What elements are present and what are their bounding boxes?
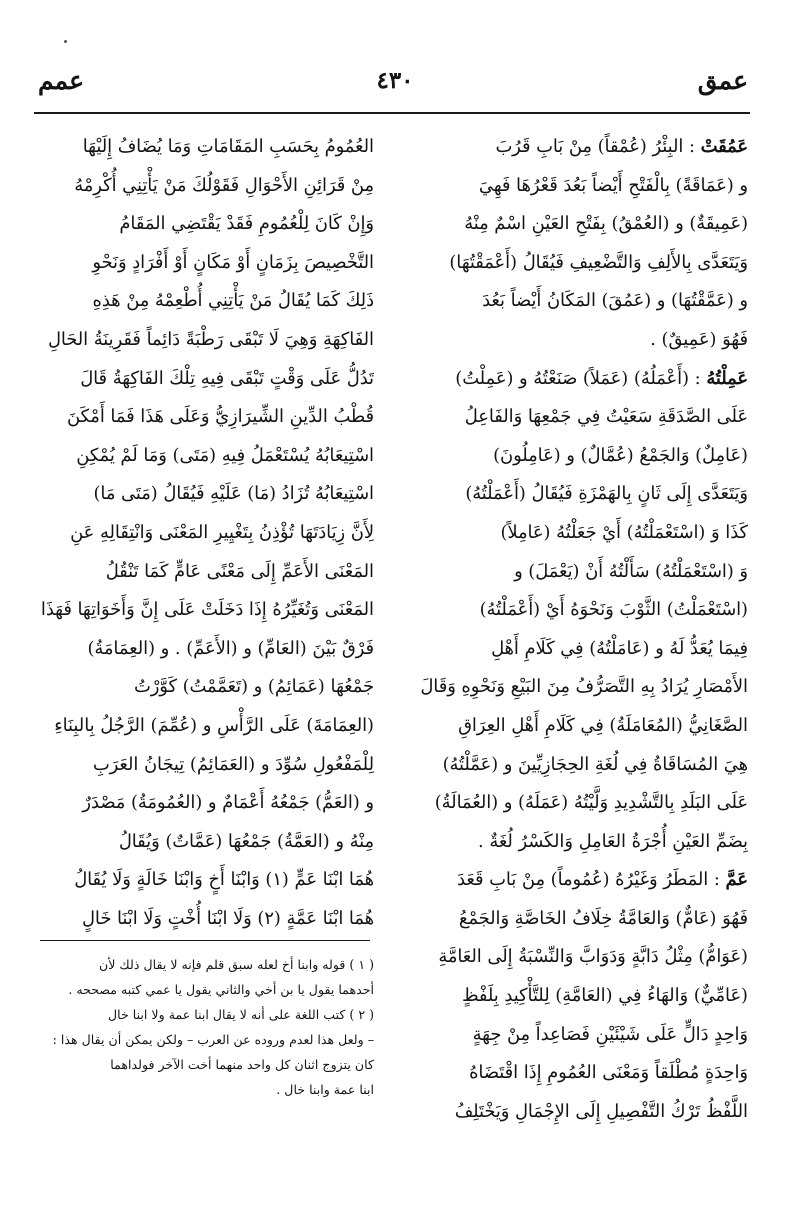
line-text: فَهُوَ (عَمِيقٌ) . bbox=[650, 328, 748, 350]
line-text: فِيمَا يُعَدُّ لَهُ و (عَامَلْتُهُ) فِي كَلَامِ أَهْلِ bbox=[491, 637, 748, 659]
text-line bbox=[404, 784, 748, 823]
text-line bbox=[404, 707, 748, 746]
text-line: اسْتِيعَابُهُ يُسْتَعْمَلُ فِيهِ (مَتَى) وَمَا لَمْ يُمْكِنِ bbox=[76, 444, 374, 466]
line-text: كَذَا وَ (اسْتَعْمَلْتُهُ) أَيْ جَعَلْتُهُ (عَامِلاً) bbox=[500, 521, 748, 543]
text-line bbox=[404, 591, 748, 630]
text-line bbox=[404, 1054, 748, 1093]
line-text: بِضَمِّ العَيْنِ أُجْرَةُ العَامِلِ وَالكَسْرُ لُغَةٌ . bbox=[478, 830, 748, 852]
line-text: (عَمِيقَةٌ) و (العُمْقُ) بِفَتْحِ العَيْنِ اسْمٌ مِنْهُ bbox=[464, 213, 748, 235]
text-line bbox=[404, 823, 748, 862]
line-text: عَلَى الصَّدَقَةِ سَعَيْتُ فِي جَمْعِهَا وَالفَاعِلُ bbox=[464, 406, 748, 428]
text-line: المَعْنَى الأَعَمِّ إِلَى مَعْنًى عَامٍّ كَمَا تَنْقُلُ bbox=[105, 560, 374, 582]
text-line bbox=[404, 900, 748, 939]
text-line: وَإِنْ كَانَ لِلْعُمُومِ فَقَدْ يَقْتَضِي المَقَامُ bbox=[119, 213, 374, 235]
line-text: الأَمْصَارِ يُرَادُ بِهِ التَّصَرُّفُ مِنَ البَيْعِ وَنَحْوِهِ وَقَالَ bbox=[420, 676, 748, 698]
text-line: و (العَمُّ) جَمْعُهُ أَعْمَامٌ و (العُمُومَةُ) مَصْدَرٌ bbox=[82, 792, 374, 814]
line-text: وَيَتَعَدَّى بِالأَلِفِ وَالتَّضْعِيفِ فَيُقَالُ (أَعْمَقْتُهَا) bbox=[449, 251, 748, 273]
line-text: وَ (اسْتَعْمَلْتُهُ) سَأَلْتُهُ أَنْ (يَعْمَلَ) و bbox=[514, 560, 748, 582]
text-line bbox=[404, 128, 748, 167]
text-line bbox=[404, 244, 748, 283]
text-line: تَدُلُّ عَلَى وَقْتٍ تَبْقَى فِيهِ تِلْكَ الفَاكِهَةُ قَالَ bbox=[80, 367, 374, 389]
left-text-column bbox=[36, 128, 374, 938]
text-line bbox=[404, 282, 748, 321]
line-text: وَاحِدٍ دَالٍّ عَلَى شَيْئَيْنِ فَصَاعِداً مِنْ جِهَةٍ bbox=[472, 1023, 748, 1045]
footnote-line: ( ١ ) قوله وابنا أخ لعله سبق قلم فإنه لا يقال ذلك لأن bbox=[98, 957, 374, 972]
text-line: (العِمَامَةَ) عَلَى الرَّأْسِ و (عُمِّمَ) الرَّجُلُ بِالبِنَاءِ bbox=[54, 714, 374, 736]
text-line: لِلْمَفْعُولِ سُوِّدَ و (العَمَائِمُ) تِيجَانُ العَرَبِ bbox=[92, 753, 374, 775]
footnote-line: – ولعل هذا لعدم وروده عن العرب – ولكن يمكن أن يقال هذا : bbox=[52, 1032, 374, 1047]
headword: عَمُقَتْ bbox=[700, 136, 748, 157]
text-line bbox=[404, 861, 748, 900]
text-line bbox=[404, 437, 748, 476]
text-line bbox=[404, 668, 748, 707]
text-line: فَرْقٌ بَيْنَ (العَامِّ) و (الأَعَمِّ) . و (العِمَامَةُ) bbox=[87, 637, 374, 659]
text-line: ذَلِكَ كَمَا يُقَالُ مَنْ يَأْتِنِي أُطْعِمْهُ مِنْ هَذِهِ bbox=[92, 290, 374, 312]
line-text: وَاحِدَةٍ مُطْلَقاً وَمَعْنَى العُمُومِ إِذَا اقْتَضَاهُ bbox=[469, 1062, 748, 1084]
headword: عَمِلْتُهُ bbox=[706, 367, 748, 389]
line-text: وَيَتَعَدَّى إِلَى ثَانٍ بِالهَمْزَةِ فَيُقَالُ (أَعْمَلْتُهُ) bbox=[465, 483, 748, 505]
line-text: الصَّغَانِيُّ (المُعَامَلَةُ) فِي كَلَامِ أَهْلِ العِرَاقِ bbox=[458, 714, 748, 736]
text-line: العُمُومُ بِحَسَبِ المَقَامَاتِ وَمَا يُضَافُ إِلَيْهَا bbox=[82, 136, 374, 157]
text-line: المَعْنَى وَتُغَيِّرُهُ إِذَا دَخَلَتْ عَلَى إِنَّ وَأَخَوَاتِهَا فَهَذَا bbox=[40, 599, 374, 621]
line-text: (عَامِلٌ) وَالجَمْعُ (عُمَّالٌ) و (عَامِلُونَ) bbox=[493, 444, 748, 466]
header-rule bbox=[34, 112, 750, 114]
running-head-left: عمم bbox=[38, 66, 85, 95]
line-text: (عَوَامُّ) مِثْلُ دَابَّةٍ وَدَوَابَّ وَالنِّسْبَةُ إِلَى العَامَّةِ bbox=[438, 946, 748, 968]
text-line bbox=[404, 475, 748, 514]
line-text: : المَطَرُ وَغَيْرُهُ (عُمُوماً) مِنْ بَابِ قَعَدَ bbox=[457, 869, 720, 891]
footnotes bbox=[36, 952, 374, 1102]
text-line: الفَاكِهَةِ وَهِيَ لَا تَبْقَى رَطْبَةً دَائِماً فَقَرِينَةُ الحَالِ bbox=[47, 328, 374, 350]
line-text: هِيَ المُسَاقَاةُ فِي لُغَةِ الحِجَازِيِّينَ و (عَمَّلْتُهُ) bbox=[442, 753, 748, 775]
line-text: : (أَعْمَلُهُ) (عَمَلاً) صَنَعْتُهُ و (عَمِلْتُ) bbox=[455, 367, 701, 389]
text-line bbox=[404, 321, 748, 360]
text-line: مِنْهُ و (العَمَّةُ) جَمْعُهَا (عَمَّاتٌ) وَيُقَالُ bbox=[118, 830, 374, 852]
print-speck bbox=[64, 40, 67, 43]
line-text: (عَامِّيٌّ) وَالهَاءُ فِي (العَامَّةِ) لِلتَّأْكِيدِ بِلَفْظٍ bbox=[462, 985, 748, 1007]
text-line: اسْتِيعَابُهُ تُزَادُ (مَا) عَلَيْهِ فَيُقَالُ (مَتَى مَا) bbox=[93, 483, 374, 505]
text-line: هُمَا ابْنَا عَمٍّ (١) وَابْنَا أَخٍ وَابْنَا خَالَةٍ وَلَا يُقَالُ bbox=[74, 869, 374, 891]
line-text: عَلَى البَلَدِ بِالتَّشْدِيدِ وَلَّيْتُهُ (عَمَلَهُ) و (العُمَالَةُ) bbox=[434, 792, 748, 814]
headword: عَمَّ bbox=[725, 869, 748, 891]
text-line bbox=[404, 398, 748, 437]
text-line: قُطْبُ الدِّينِ الشِّيرَازِيُّ وَعَلَى هَذَا فَمَا أَمْكَنَ bbox=[66, 406, 374, 428]
text-line: جَمْعُهَا (عَمَائِمُ) و (تَعَمَّمْتُ) كَوَّرْتُ bbox=[133, 676, 374, 698]
text-line: لِأَنَّ زِيَادَتَهَا تُؤْذِنُ بِتَغْيِيرِ المَعْنَى وَانْتِقَالِهِ عَنِ bbox=[70, 521, 374, 543]
line-text: : البِئْرُ (عُمْقاً) مِنْ بَابِ قَرُبَ bbox=[495, 136, 695, 157]
text-line bbox=[404, 360, 748, 399]
line-text: فَهُوَ (عَامٌّ) وَالعَامَّةُ خِلَافُ الخَاصَّةِ وَالجَمْعُ bbox=[458, 907, 748, 929]
text-line: هُمَا ابْنَا عَمَّةٍ (٢) وَلَا ابْنَا أُخْتٍ وَلَا ابْنَا خَالٍ bbox=[81, 907, 374, 929]
text-line bbox=[404, 746, 748, 785]
line-text: اللَّفْظُ تَرْكُ التَّفْصِيلِ إِلَى الإِجْمَالِ وَيَخْتَلِفُ bbox=[454, 1100, 748, 1122]
text-line bbox=[404, 977, 748, 1016]
text-line bbox=[404, 630, 748, 669]
text-line bbox=[404, 553, 748, 592]
line-text: و (عَمَّقْتُهَا) و (عَمُقَ) المَكَانُ أَيْضاً بَعُدَ bbox=[482, 290, 748, 312]
text-line: التَّخْصِيصَ بِزَمَانٍ أَوْ مَكَانٍ أَوْ أَفْرَادٍ وَنَحْوِ bbox=[92, 251, 374, 273]
footnote-line: أحدهما يقول يا بن أخي والثاني يقول يا عمي كتبه مصححه . bbox=[68, 982, 374, 997]
text-line bbox=[404, 938, 748, 977]
footnote-rule bbox=[40, 940, 370, 941]
text-line bbox=[404, 167, 748, 206]
text-line bbox=[404, 1016, 748, 1055]
page-number: ٤٣٠ bbox=[376, 67, 414, 94]
footnote-line: ابنا عمة وابنا خال . bbox=[276, 1082, 374, 1097]
text-line bbox=[404, 1093, 748, 1132]
running-head-right: عمق bbox=[697, 66, 748, 95]
text-line: مِنْ قَرَائِنِ الأَحْوَالِ فَقَوْلُكَ مَنْ يَأْتِنِي أُكْرِمْهُ bbox=[74, 174, 374, 196]
line-text: و (عَمَاقَةً) بِالْفَتْحِ أَيْضاً بَعُدَ قَعْرُهَا فَهِيَ bbox=[478, 174, 748, 196]
right-text-column bbox=[404, 128, 748, 1131]
line-text: (اسْتَعْمَلْتُ) الثَّوْبَ وَنَحْوَهُ أَيْ (أَعْمَلْتُهُ) bbox=[479, 599, 748, 621]
text-line bbox=[404, 205, 748, 244]
footnote-line: ( ٢ ) كتب اللغة على أنه لا يقال ابنا عمة ولا ابنا خال bbox=[108, 1007, 374, 1022]
text-line bbox=[404, 514, 748, 553]
footnote-line: كان يتزوج اثنان كل واحد منهما أخت الآخر فولداهما bbox=[110, 1057, 374, 1072]
